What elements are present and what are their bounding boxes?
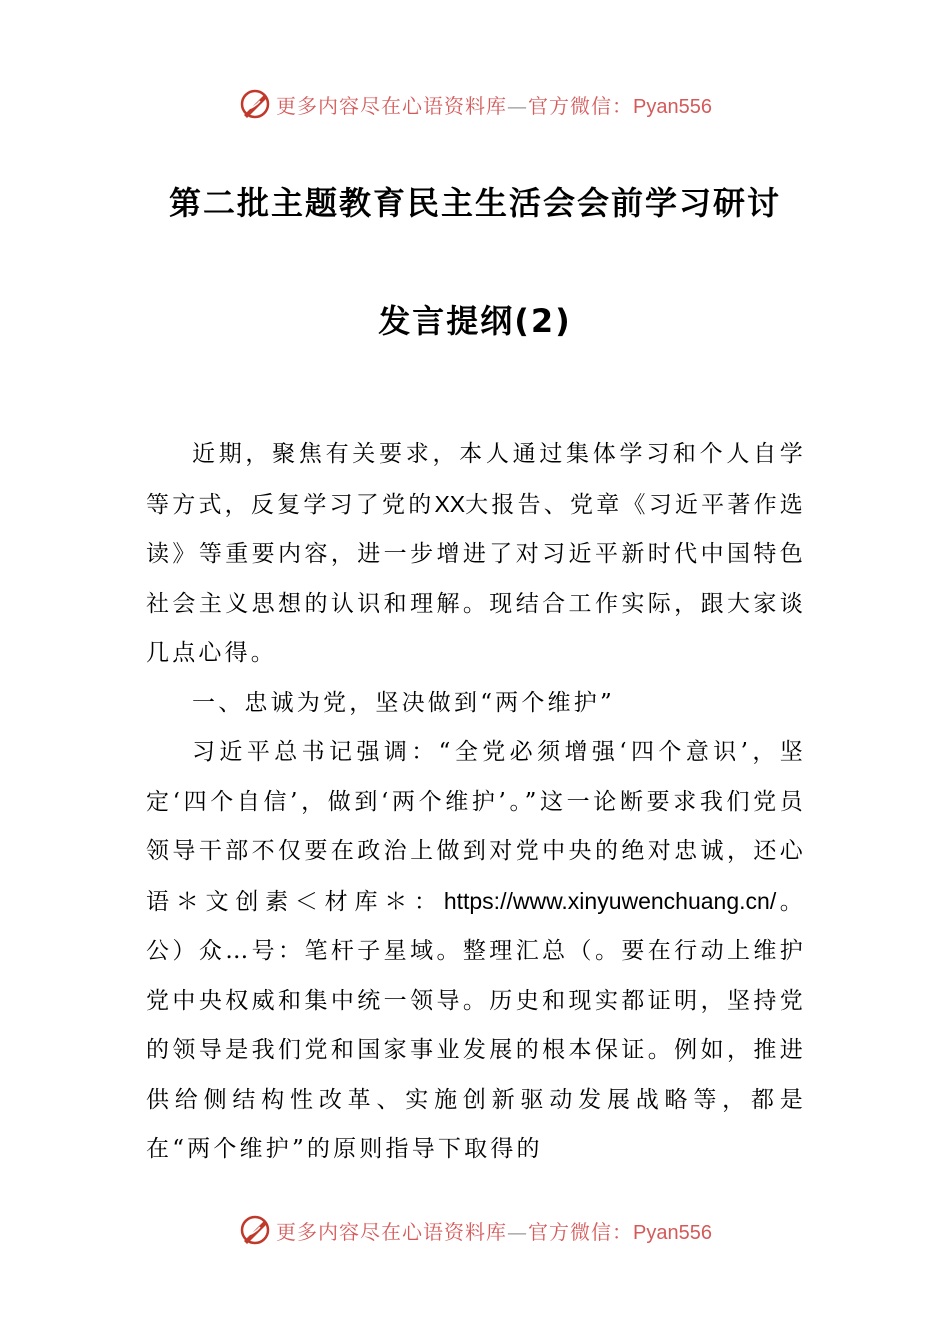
paragraph-section-1-text-b: 。公）众…号：笔杆子星域。整理汇总（。要在行动上维护党中央权威和集中统一领导。历史和现实都证明，坚持党的领导是我们党和国家事业发展的根本保证。例如，推进供给侧结构性改革、实施创新驱动发展战略等，都是在“两个维护”的原则指导下取得的 (146, 888, 806, 1162)
banner-contact: Pyan556 (633, 1221, 712, 1244)
paragraph-intro-text-a: 近期，聚焦有关要求，本人通过集体学习和个人自学等方式，反复学习了党的 (146, 441, 806, 518)
banner-brand: 更多内容尽在心语资料库 (276, 93, 508, 118)
header-watermark-banner (0, 84, 950, 124)
banner-text (276, 1216, 712, 1245)
banner-brand: 更多内容尽在心语资料库 (276, 1219, 508, 1244)
paragraph-url-text: https://www.xinyuwenchuang.cn/ (443, 887, 777, 914)
banner-contact: Pyan556 (633, 95, 712, 118)
banner-label: 官方微信： (528, 1219, 634, 1244)
document-title-line-1: 第二批主题教育民主生活会会前学习研讨 (168, 184, 781, 222)
document-body (146, 430, 806, 1175)
paragraph-intro (146, 430, 806, 679)
paragraph-intro-text-b: 大报告、党章《习近平著作选读》等重要内容，进一步增进了对习近平新时代中国特色社会主义思想的认识和理解。现结合工作实际，跟大家谈几点心得。 (146, 491, 806, 666)
pen-logo-icon (238, 87, 272, 121)
paragraph-section-1 (146, 728, 806, 1175)
footer-watermark-banner (0, 1210, 950, 1250)
section-heading-1: 一、忠诚为党，坚决做到“两个维护” (192, 689, 615, 716)
banner-label: 官方微信： (528, 93, 634, 118)
pen-logo-icon (238, 1213, 272, 1247)
paragraph-intro-xx: XX (434, 490, 466, 517)
banner-text (276, 90, 712, 119)
banner-separator: — (507, 1219, 529, 1244)
document-title-line-2: 发言提纲(2) (378, 302, 572, 340)
paragraph-section-1-text-a: 习近平总书记强调：“全党必须增强‘四个意识’，坚定‘四个自信’，做到‘两个维护’。”这一论断要求我们党员领导干部不仅要在政治上做到对党中央的绝对忠诚，还心语＊文创素＜材库＊： (146, 739, 806, 915)
banner-separator: — (507, 93, 529, 118)
